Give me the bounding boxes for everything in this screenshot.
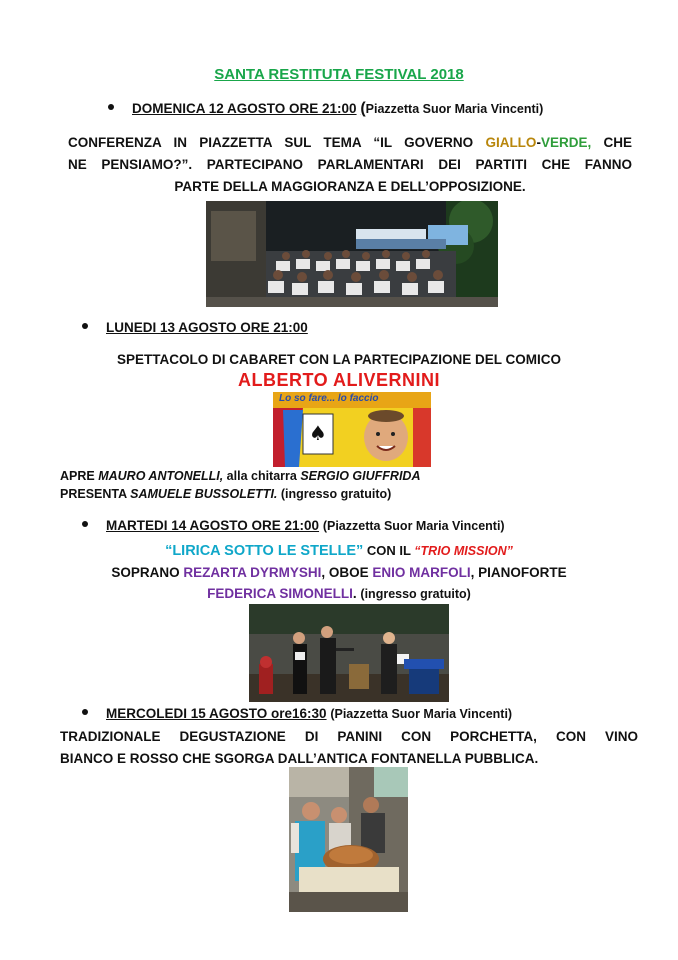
show-title: “LIRICA SOTTO LE STELLE” [165,543,364,559]
event3-pianist-line: FEDERICA SIMONELLI. (ingresso gratuito) [207,586,471,601]
bullet-icon [108,104,114,110]
event1-description [68,132,632,198]
conference-photo [206,201,498,307]
event3-show-line: “LIRICA SOTTO LE STELLE” CON IL “TRIO MISSION” [165,543,513,559]
event1-line2: NE PENSIAMO?”. PARTECIPANO PARLAMENTARI DEI PARTITI CHE FANNO [68,157,632,172]
event4-header [82,706,512,721]
event1-date: DOMENICA 12 AGOSTO ORE 21:00 [132,101,357,116]
event4-description [60,726,638,770]
festival-title: SANTA RESTITUTA FESTIVAL 2018 [214,66,464,83]
trio-photo [249,604,449,702]
trio-name: “TRIO MISSION” [414,544,513,558]
event4-line2: BIANCO E ROSSO CHE SGORGA DALL’ANTICA FONTANELLA PUBBLICA. [60,751,539,766]
event2-presenter: PRESENTA SAMUELE BUSSOLETTI. (ingresso gratuito) [60,487,392,501]
event2-openers: APRE MAURO ANTONELLI, alla chitarra SERGIO GIUFFRIDA [60,469,421,483]
event1-place: Piazzetta Suor Maria Vincenti) [365,102,544,116]
bullet-icon [82,323,88,329]
event2-date: LUNEDI 13 AGOSTO ORE 21:00 [106,320,308,335]
porchetta-photo [289,767,408,912]
event4-place: (Piazzetta Suor Maria Vincenti) [330,707,513,721]
verde-word: VERDE, [540,135,592,150]
soprano-name: REZARTA DYRMYSHI [183,565,322,580]
event4-date: MERCOLEDI 15 AGOSTO ore16:30 [106,706,327,721]
oboist-name: ENIO MARFOLI [372,565,471,580]
event1-paren: ( [360,100,366,117]
event3-date: MARTEDI 14 AGOSTO ORE 21:00 [106,518,320,533]
bullet-icon [82,709,88,715]
event1-line1: CONFERENZA IN PIAZZETTA SUL TEMA “IL GOVERNO GIALLO-VERDE, CHE [68,135,632,150]
svg-text:♠: ♠ [309,421,327,445]
presenter-name: SAMUELE BUSSOLETTI. [130,487,278,501]
opener-name: MAURO ANTONELLI, [98,469,224,483]
comedian-name: ALBERTO ALIVERNINI [237,370,440,390]
event3-header [82,518,505,533]
event4-line1: TRADIZIONALE DEGUSTAZIONE DI PANINI CON PORCHETTA, CON VINO [60,729,638,744]
event1-line3: PARTE DELLA MAGGIORANZA E DELL’OPPOSIZIONE. [174,179,526,194]
bullet-icon [82,521,88,527]
giallo-word: GIALLO [485,135,537,150]
event2-line1: SPETTACOLO DI CABARET CON LA PARTECIPAZIONE DEL COMICO [116,352,561,367]
event2-header [82,320,308,335]
event2-free: (ingresso gratuito) [280,487,392,501]
event3-performers-line: SOPRANO REZARTA DYRMYSHI, OBOE ENIO MARFOLI, PIANOFORTE [111,565,567,580]
cabaret-poster [273,392,431,467]
event3-free: (ingresso gratuito) [360,587,471,601]
pianist-name: FEDERICA SIMONELLI [207,586,353,601]
event1-header [108,100,543,118]
event3-place: (Piazzetta Suor Maria Vincenti) [322,519,505,533]
poster-caption: Lo so fare... lo faccio [279,393,379,404]
guitarist-name: SERGIO GIUFFRIDA [300,469,421,483]
